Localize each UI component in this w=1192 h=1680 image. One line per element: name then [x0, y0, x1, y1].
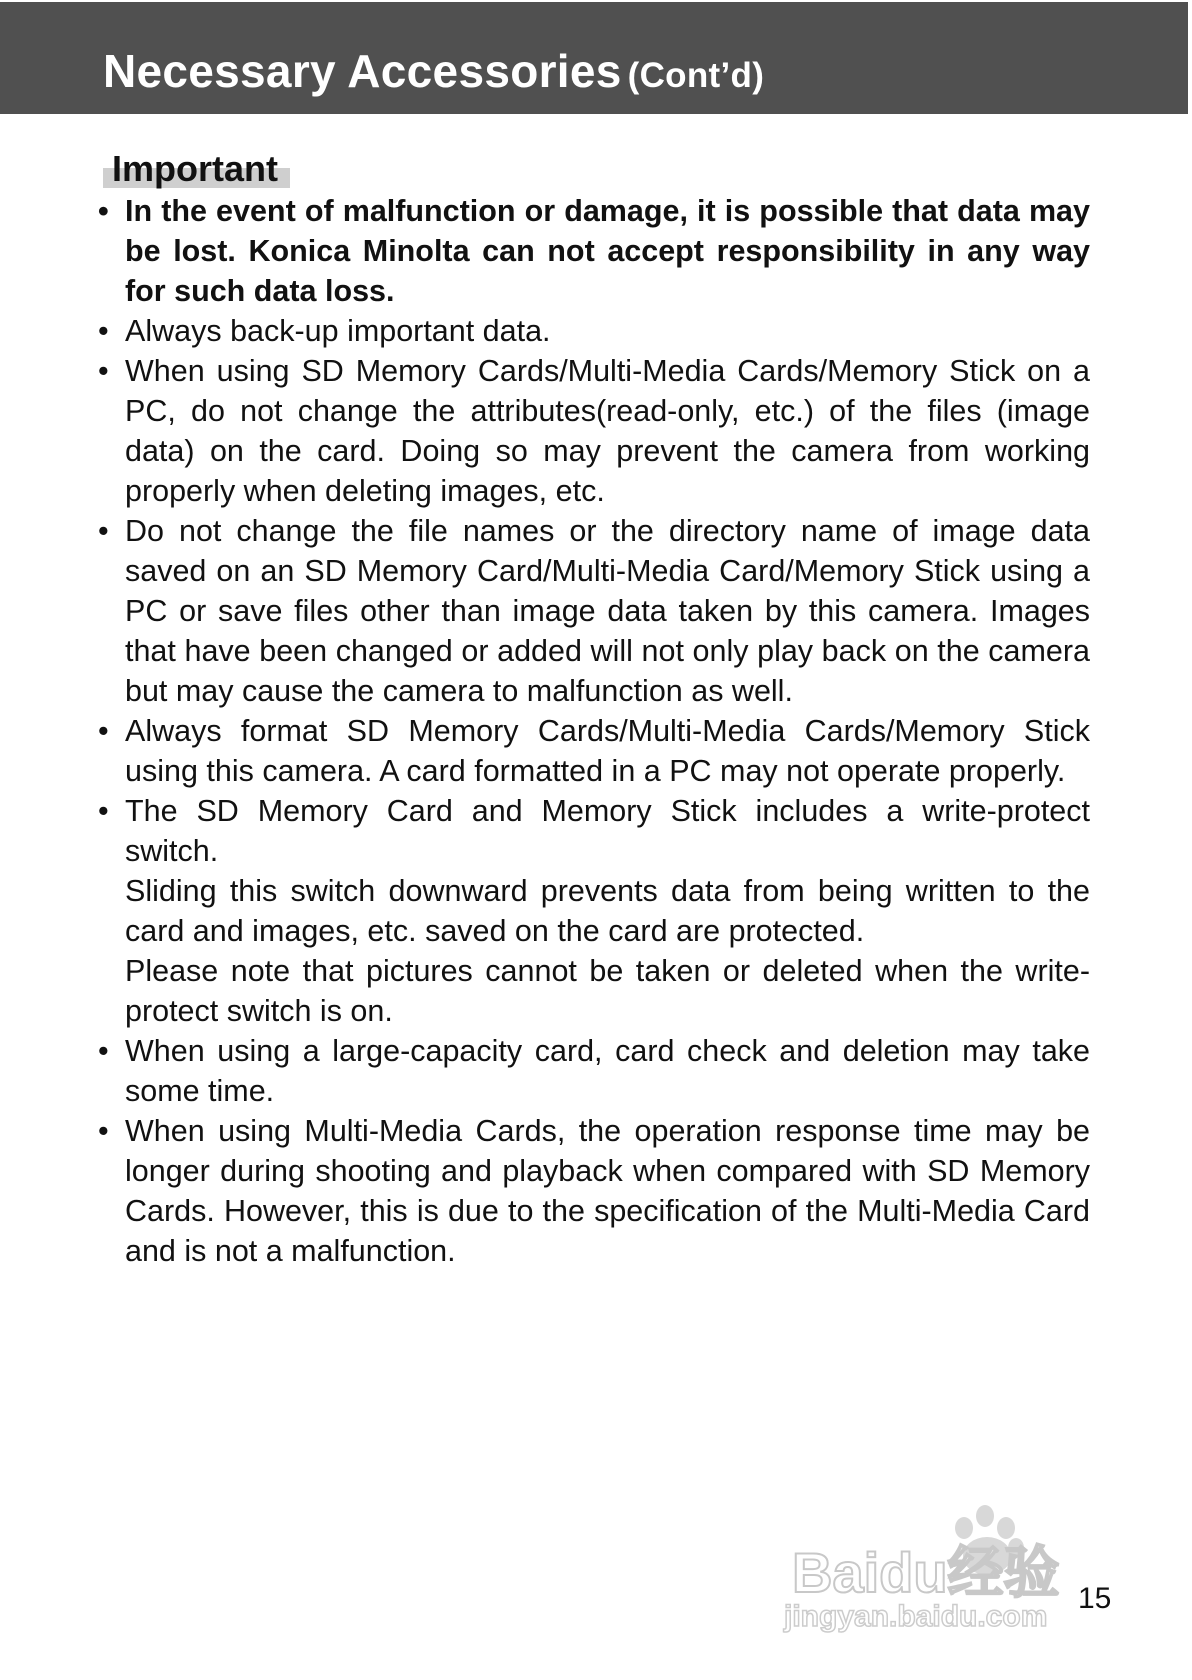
- page-title: [103, 44, 764, 98]
- bullet-text: The SD Memory Card and Memory Stick includes a write-protect switch.: [125, 794, 1090, 868]
- bullet-dot: •: [98, 514, 109, 548]
- bullet-item: [98, 791, 1090, 1031]
- bullet-text: Please note that pictures cannot be taken or deleted when the write-protect switch is on.: [125, 954, 1090, 1028]
- bullet-text: Sliding this switch downward prevents data from being written to the card and images, etc. saved on the card are protected.: [125, 874, 1090, 948]
- bullet-text: When using a large-capacity card, card check and deletion may take some time.: [125, 1034, 1090, 1108]
- bullet-dot: •: [98, 194, 109, 228]
- page-title-suffix: (Cont’d): [627, 56, 765, 95]
- bullet-dot: •: [98, 714, 109, 748]
- bullet-text: In the event of malfunction or damage, it is possible that data may be lost. Konica Minolta can not accept responsibility in any way for such data loss.: [125, 194, 1090, 308]
- bullet-dot: •: [98, 354, 109, 388]
- watermark-url: jingyan.baidu.com: [784, 1600, 1048, 1633]
- page-number: 15: [1078, 1582, 1112, 1615]
- bullet-dot: •: [98, 1034, 109, 1068]
- bullet-dot: •: [98, 794, 109, 828]
- bullet-item: [98, 1031, 1090, 1111]
- bullet-text: When using SD Memory Cards/Multi-Media Cards/Memory Stick on a PC, do not change the attributes(read-only, etc.) of the files (image data) on the card. Doing so may prevent the camera from working properly when deleting images, etc.: [125, 354, 1090, 508]
- important-notes-list: [98, 191, 1090, 1271]
- bullet-item: [98, 711, 1090, 791]
- bullet-item: [98, 511, 1090, 711]
- bullet-item: [98, 191, 1090, 311]
- bullet-text: Always format SD Memory Cards/Multi-Media Cards/Memory Stick using this camera. A card formatted in a PC may not operate properly.: [125, 714, 1090, 788]
- watermark-brand: Baidu经验: [792, 1541, 1060, 1604]
- bullet-item: [98, 351, 1090, 511]
- bullet-text: When using Multi-Media Cards, the operation response time may be longer during shooting and playback when compared with SD Memory Cards. However, this is due to the specification of the Multi-Media Card and is not a malfunction.: [125, 1114, 1090, 1268]
- bullet-text: Always back-up important data.: [125, 314, 551, 348]
- bullet-item: [98, 1111, 1090, 1271]
- header-bar: [0, 2, 1188, 114]
- section-heading-important: Important: [103, 150, 290, 188]
- bullet-item: [98, 311, 1090, 351]
- page-title-text: Necessary Accessories: [103, 45, 622, 97]
- bullet-dot: •: [98, 1114, 109, 1148]
- bullet-dot: •: [98, 314, 109, 348]
- bullet-text: Do not change the file names or the directory name of image data saved on an SD Memory Card/Multi-Media Card/Memory Stick using a PC or save files other than image data taken by this camera. Images that have been changed or added will not only play back on the camera but may cause the camera to malfunction as well.: [125, 514, 1090, 708]
